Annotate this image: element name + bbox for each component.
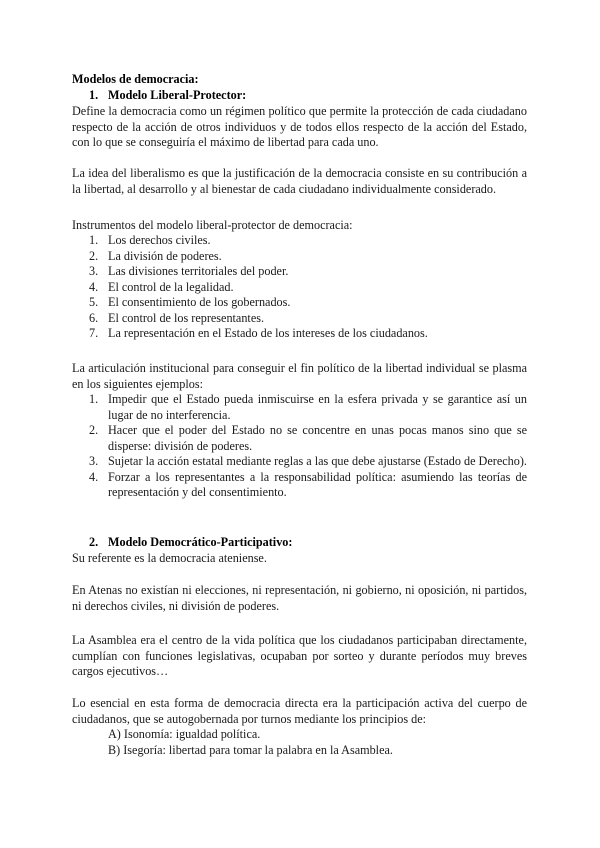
section2-paragraph-4: Lo esencial en esta forma de democracia directa era la participación activa del cuerpo de ciudadanos, que se autogobernada por turnos mediante los principios de: — [72, 696, 527, 726]
examples-intro: La articulación institucional para conseguir el fin político de la libertad individual se plasma en los siguientes ejemplos: — [72, 361, 527, 391]
list-item: 2. Hacer que el poder del Estado no se concentre en unas pocas manos sino que se disperse: división de poderes. — [89, 423, 527, 453]
list-item: 5. El consentimiento de los gobernados. — [89, 295, 291, 309]
section2-heading-text: Modelo Democrático-Participativo: — [108, 535, 293, 549]
section2-heading-number: 2. — [89, 535, 99, 549]
section1-paragraph-2: La idea del liberalismo es que la justificación de la democracia consiste en su contribución a la libertad, al desarrollo y al bienestar de cada ciudadano individualmente considerado. — [72, 166, 527, 196]
section2-paragraph-3: La Asamblea era el centro de la vida política que los ciudadanos participaban directamente, cumplían con funciones legislativas, ocupaban por sorteo y durante períodos muy breves cargos ejecutivos… — [72, 633, 527, 678]
list-item: 4. El control de la legalidad. — [89, 279, 234, 294]
principle-item: B) Isegoría: libertad para tomar la palabra en la Asamblea. — [108, 743, 393, 757]
list-item: 7. La representación en el Estado de los intereses de los ciudadanos. — [89, 326, 428, 340]
section1-heading-text: Modelo Liberal-Protector: — [108, 88, 247, 102]
section2-paragraph-1: Su referente es la democracia ateniense. — [72, 551, 267, 565]
list-item: 1. Impedir que el Estado pueda inmiscuirse en la esfera privada y se garantice así un lugar de no interferencia. — [89, 392, 527, 422]
list-item: 2. La división de poderes. — [89, 248, 222, 263]
list-item: 3. Sujetar la acción estatal mediante reglas a las que debe ajustarse (Estado de Derecho). — [89, 454, 527, 468]
section1-paragraph-1: Define la democracia como un régimen político que permite la protección de cada ciudadano respecto de la acción de otros individuos y de todos ellos respecto de la acción del Estado, con lo que se conseguiría el máximo de libertad para cada uno. — [72, 104, 527, 149]
section2-paragraph-2: En Atenas no existían ni elecciones, ni representación, ni gobierno, ni oposición, ni partidos, ni derechos civiles, ni división de poderes. — [72, 583, 527, 613]
examples-list — [72, 392, 527, 501]
document-title: Modelos de democracia: — [72, 72, 199, 86]
principle-item: A) Isonomía: igualdad política. — [108, 727, 261, 741]
instruments-intro: Instrumentos del modelo liberal-protector de democracia: — [72, 218, 353, 232]
section1-heading-number: 1. — [89, 88, 99, 102]
list-item: 4. Forzar a los representantes a la responsabilidad política: asumiendo las teorías de representación y del consentimiento. — [89, 469, 527, 499]
list-item: 6. El control de los representantes. — [89, 310, 265, 325]
instruments-list — [72, 233, 527, 342]
list-item: 3. Las divisiones territoriales del poder. — [89, 264, 289, 278]
list-item: 1. Los derechos civiles. — [89, 233, 211, 247]
